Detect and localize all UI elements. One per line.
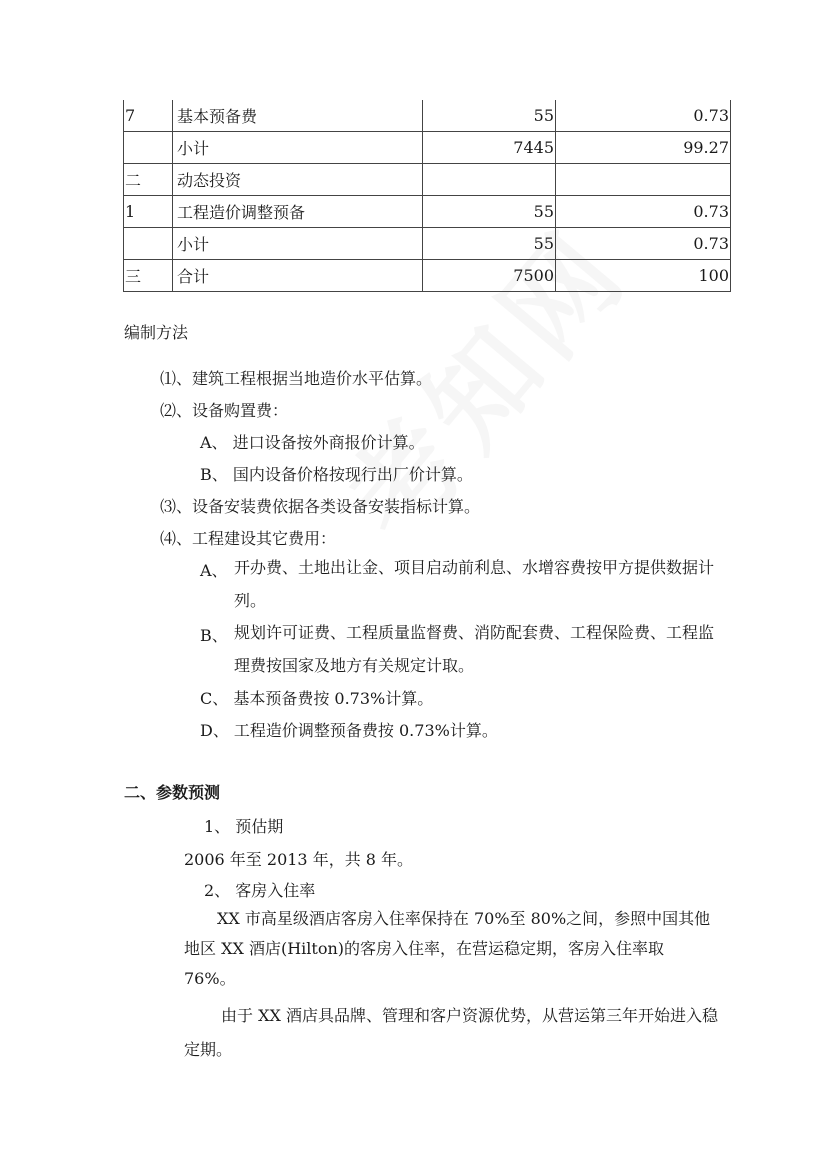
method-item-1: ⑴、建筑工程根据当地造价水平估算。 [160,369,433,388]
row-amount: 55 [423,196,556,228]
params-sub-1: 1、 预估期 [204,817,284,836]
method-item-4a-text [234,551,724,617]
params-sub-2: 2、 客房入住率 [204,881,316,900]
table-row [124,164,731,196]
row-amount: 7445 [423,132,556,164]
method-item-4b-text [234,616,724,682]
method-item-4: ⑷、工程建设其它费用： [160,529,337,548]
table-row [124,132,731,164]
method-item-4c: C、 基本预备费按 0.73%计算。 [200,689,434,708]
params-heading: 二、参数预测 [124,783,221,802]
row-number [124,228,173,260]
row-amount [423,164,556,196]
row-amount: 7500 [423,260,556,292]
row-name: 工程造价调整预备 [173,196,423,228]
row-percent: 100 [556,260,731,292]
method-item-2: ⑵、设备购置费： [160,401,289,420]
params-period: 2006 年至 2013 年，共 8 年。 [184,850,414,869]
row-name: 动态投资 [173,164,423,196]
table-row [124,100,731,132]
method-item-4b-label: B、 [200,626,228,645]
row-percent: 99.27 [556,132,731,164]
row-percent: 0.73 [556,100,731,132]
method-item-4d: D、 工程造价调整预备费按 0.73%计算。 [200,721,498,740]
row-number: 1 [124,196,173,228]
params-para-2 [184,999,720,1067]
params-para-1-body: XX 市高星级酒店客房入住率保持在 70%至 80%之间，参照中国其他地区 XX 酒店(Hilton)的客房入住率，在营运稳定期，客房入住率取 76%。 [184,909,711,988]
row-name: 小计 [173,132,423,164]
method-item-4a-body: 开办费、土地出让金、项目启动前利息、水增容费按甲方提供数据计列。 [234,558,715,610]
method-item-2a: A、 进口设备按外商报价计算。 [200,433,425,452]
method-item-2b: B、 国内设备价格按现行出厂价计算。 [200,465,473,484]
row-percent: 0.73 [556,196,731,228]
table-row [124,228,731,260]
budget-table [123,100,731,292]
params-para-2-body: 由于 XX 酒店具品牌、管理和客户资源优势，从营运第三年开始进入稳定期。 [184,1006,718,1059]
method-item-3: ⑶、设备安装费依据各类设备安装指标计算。 [160,497,481,516]
row-percent [556,164,731,196]
row-amount: 55 [423,100,556,132]
row-number: 7 [124,100,173,132]
method-title: 编制方法 [124,323,189,342]
table-row [124,260,731,292]
method-item-4a-label: A、 [200,561,228,580]
params-para-1 [184,904,720,994]
row-name: 基本预备费 [173,100,423,132]
row-number [124,132,173,164]
row-percent: 0.73 [556,228,731,260]
method-item-4b-body: 规划许可证费、工程质量监督费、消防配套费、工程保险费、工程监理费按国家及地方有关规定计取。 [234,623,715,675]
row-name: 合计 [173,260,423,292]
row-name: 小计 [173,228,423,260]
row-amount: 55 [423,228,556,260]
table-row [124,196,731,228]
row-number: 二 [124,164,173,196]
row-number: 三 [124,260,173,292]
